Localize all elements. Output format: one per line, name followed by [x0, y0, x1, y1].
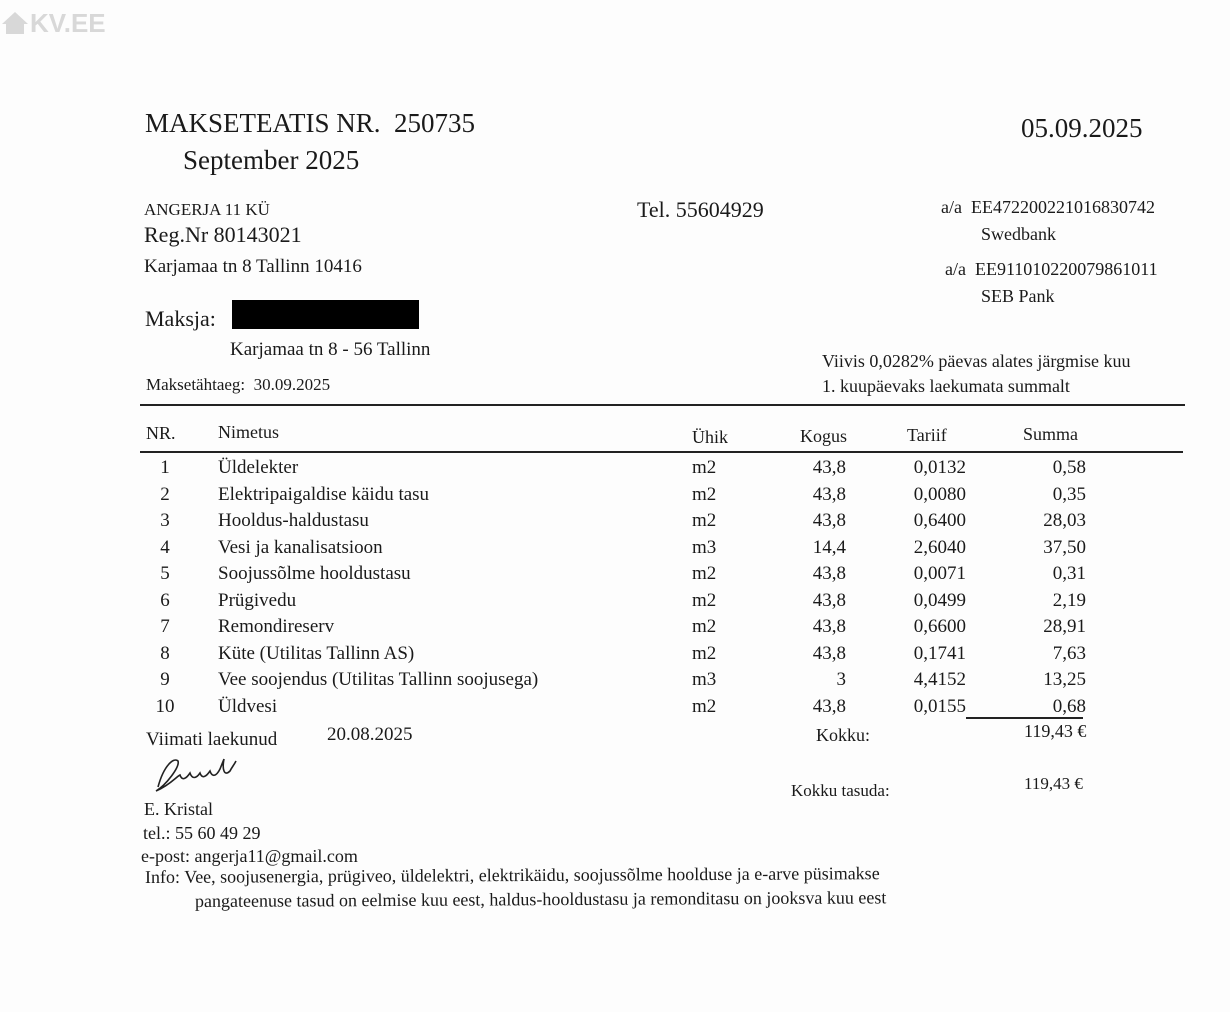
- issuer-phone: Tel. 55604929: [637, 197, 764, 222]
- to-pay-value: 119,43 €: [1024, 774, 1083, 793]
- contact-email: e-post: angerja11@gmail.com: [141, 846, 358, 866]
- col-header-nimetus: Nimetus: [218, 422, 279, 442]
- cell-summa: 28,03: [1043, 510, 1086, 531]
- cell-uhik: m2: [692, 457, 717, 478]
- cell-uhik: m2: [692, 616, 717, 637]
- cell-uhik: m2: [692, 563, 717, 584]
- bank-swedbank: Swedbank: [981, 224, 1056, 244]
- signature: [150, 755, 245, 795]
- cell-summa: 28,91: [1043, 616, 1086, 637]
- cell-summa: 13,25: [1043, 669, 1086, 690]
- payer-address: Karjamaa tn 8 - 56 Tallinn: [230, 339, 431, 360]
- billing-period: September 2025: [183, 145, 360, 175]
- payer-label: Maksja:: [145, 306, 216, 331]
- total-label: Kokku:: [816, 725, 870, 745]
- cell-nr: 8: [160, 642, 170, 664]
- cell-uhik: m2: [692, 589, 717, 611]
- col-header-summa: Summa: [1023, 424, 1079, 444]
- cell-kogus: 43,8: [812, 695, 846, 717]
- house-icon: [2, 12, 28, 24]
- cell-uhik: m2: [692, 483, 717, 505]
- table-row: [140, 694, 1086, 721]
- cell-nimetus: Remondireserv: [218, 616, 335, 637]
- table-row: [140, 508, 1086, 535]
- cell-nimetus: Vee soojendus (Utilitas Tallinn soojusega): [218, 669, 539, 690]
- contact-phone: tel.: 55 60 49 29: [143, 823, 261, 843]
- cell-tariif: 2,6040: [913, 536, 966, 558]
- last-received-label: Viimati laekunud: [146, 729, 278, 750]
- invoice-date: 05.09.2025: [1021, 113, 1143, 143]
- cell-uhik: m2: [692, 695, 717, 717]
- to-pay-label: Kokku tasuda:: [791, 781, 890, 800]
- table-row: [140, 614, 1086, 641]
- col-header-nr: NR.: [146, 423, 176, 443]
- payer-name-redacted: [232, 300, 419, 329]
- table-row: [140, 588, 1086, 615]
- col-header-uhik: Ühik: [692, 427, 728, 447]
- cell-nr: 1: [160, 457, 170, 478]
- cell-kogus: 43,8: [812, 616, 846, 637]
- cell-kogus: 43,8: [812, 642, 846, 664]
- cell-uhik: m3: [692, 536, 717, 558]
- total-underline: [966, 717, 1083, 719]
- cell-summa: 0,35: [1052, 483, 1086, 505]
- top-divider: [140, 404, 1185, 406]
- cell-summa: 0,68: [1052, 695, 1086, 717]
- issuer-address: Karjamaa tn 8 Tallinn 10416: [144, 256, 362, 277]
- kv-ee-watermark: KV.EE: [2, 8, 106, 39]
- col-header-tariif: Tariif: [907, 425, 947, 445]
- cell-nr: 3: [160, 510, 170, 531]
- invoice-number: 250735: [394, 108, 476, 138]
- cell-kogus: 43,8: [812, 589, 846, 611]
- cell-nr: 2: [160, 483, 170, 505]
- cell-nr: 6: [160, 589, 170, 611]
- table-row: [140, 455, 1086, 482]
- table-row: [140, 535, 1086, 562]
- last-received-date: 20.08.2025: [327, 724, 413, 745]
- cell-tariif: 0,0080: [913, 483, 966, 505]
- cell-nr: 4: [160, 536, 170, 558]
- account-seb: a/a EE911010220079861011: [945, 259, 1158, 279]
- cell-tariif: 0,0155: [913, 695, 966, 717]
- charges-table: [140, 455, 1086, 720]
- cell-tariif: 0,0499: [913, 589, 966, 611]
- issuer-name: ANGERJA 11 KÜ: [144, 200, 270, 219]
- cell-kogus: 43,8: [812, 510, 846, 531]
- cell-tariif: 0,0132: [913, 457, 966, 478]
- cell-uhik: m2: [692, 642, 717, 664]
- cell-uhik: m3: [692, 669, 717, 690]
- cell-summa: 2,19: [1052, 589, 1086, 611]
- info-line-2: pangateenuse tasud on eelmise kuu eest, haldus-hooldustasu ja remonditasu on jooksva kuu eest: [194, 887, 887, 911]
- due-date: Maksetähtaeg: 30.09.2025: [146, 375, 331, 394]
- total-value: 119,43 €: [1024, 721, 1087, 741]
- table-row: [140, 482, 1086, 509]
- col-header-kogus: Kogus: [800, 426, 848, 446]
- penalty-line-2: 1. kuupäevaks laekumata summalt: [822, 376, 1070, 396]
- cell-nr: 5: [160, 563, 170, 584]
- cell-summa: 37,50: [1043, 536, 1086, 558]
- issuer-reg: Reg.Nr 80143021: [144, 222, 302, 247]
- cell-tariif: 4,4152: [913, 669, 966, 690]
- cell-summa: 7,63: [1052, 642, 1086, 664]
- table-row: [140, 561, 1086, 588]
- cell-kogus: 14,4: [812, 536, 846, 558]
- cell-nimetus: Vesi ja kanalisatsioon: [218, 536, 383, 558]
- cell-tariif: 0,1741: [913, 642, 966, 664]
- cell-nimetus: Üldelekter: [218, 457, 299, 478]
- cell-nimetus: Küte (Utilitas Tallinn AS): [218, 642, 415, 664]
- cell-kogus: 43,8: [812, 483, 846, 505]
- cell-summa: 0,58: [1052, 457, 1086, 478]
- cell-uhik: m2: [692, 510, 717, 531]
- table-row: [140, 641, 1086, 668]
- document-title: MAKSETEATIS NR. 250735: [145, 108, 476, 138]
- cell-tariif: 0,0071: [913, 563, 966, 584]
- cell-summa: 0,31: [1052, 563, 1086, 584]
- cell-nr: 10: [155, 695, 175, 717]
- cell-nimetus: Elektripaigaldise käidu tasu: [218, 483, 430, 505]
- info-line-1: Info: Vee, soojusenergia, prügiveo, üldelektri, elektrikäidu, soojussõlme hoolduse ja e-arve püsimakse: [144, 863, 880, 887]
- bank-seb: SEB Pank: [981, 286, 1055, 306]
- header-divider: [140, 451, 1183, 453]
- table-row: [140, 667, 1086, 694]
- contact-name: E. Kristal: [144, 799, 213, 819]
- cell-kogus: 43,8: [812, 457, 846, 478]
- cell-nimetus: Prügivedu: [218, 589, 297, 611]
- cell-tariif: 0,6600: [913, 616, 966, 637]
- cell-nr: 7: [160, 616, 170, 637]
- cell-kogus: 3: [836, 669, 846, 690]
- cell-nimetus: Soojussõlme hooldustasu: [218, 563, 411, 584]
- penalty-line-1: Viivis 0,0282% päevas alates järgmise kuu: [822, 351, 1131, 371]
- cell-nr: 9: [160, 669, 170, 690]
- cell-kogus: 43,8: [812, 563, 846, 584]
- cell-nimetus: Hooldus-haldustasu: [218, 510, 369, 531]
- cell-tariif: 0,6400: [913, 510, 966, 531]
- cell-nimetus: Üldvesi: [218, 695, 278, 717]
- account-swedbank: a/a EE472200221016830742: [941, 197, 1155, 217]
